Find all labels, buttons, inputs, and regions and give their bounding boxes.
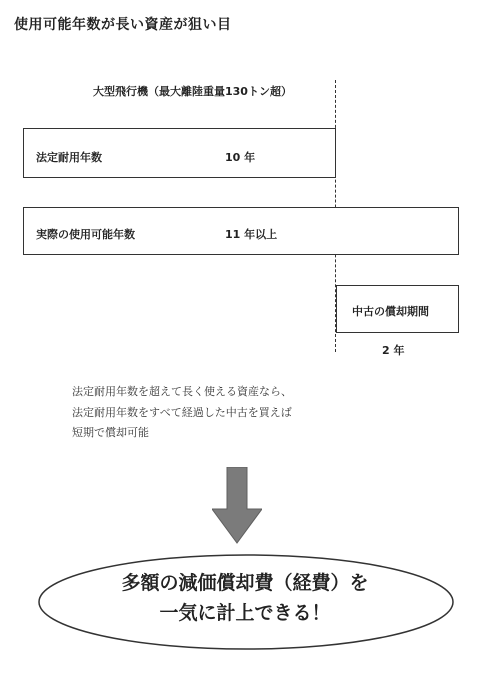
note-line-2: 法定耐用年数をすべて経過した中古を買えば xyxy=(72,405,292,419)
legal-life-bar xyxy=(23,128,336,178)
used-depreciation-label: 中古の償却期間 xyxy=(352,305,429,318)
used-depreciation-value: 2 年 xyxy=(382,344,405,357)
note-line-1: 法定耐用年数を超えて長く使える資産なら、 xyxy=(72,385,292,398)
legal-life-value: 10 年 xyxy=(225,151,256,164)
actual-life-value: 11 年以上 xyxy=(225,228,278,241)
used-depreciation-bar xyxy=(336,285,459,333)
conclusion-text xyxy=(36,568,454,628)
diagram-subtitle: 大型飛行機（最大離陸重量130トン超） xyxy=(93,85,292,98)
down-arrow-icon xyxy=(212,467,262,545)
legal-life-label: 法定耐用年数 xyxy=(36,151,102,164)
page-title: 使用可能年数が長い資産が狙い目 xyxy=(14,17,232,33)
actual-life-label: 実際の使用可能年数 xyxy=(36,228,135,241)
conclusion-line-1: 多額の減価償却費（経費）を xyxy=(121,572,369,594)
explanation-note xyxy=(72,382,292,444)
note-line-3: 短期で償却可能 xyxy=(72,426,149,439)
conclusion-line-2: 一気に計上できる！ xyxy=(159,602,331,624)
actual-life-bar xyxy=(23,207,459,255)
